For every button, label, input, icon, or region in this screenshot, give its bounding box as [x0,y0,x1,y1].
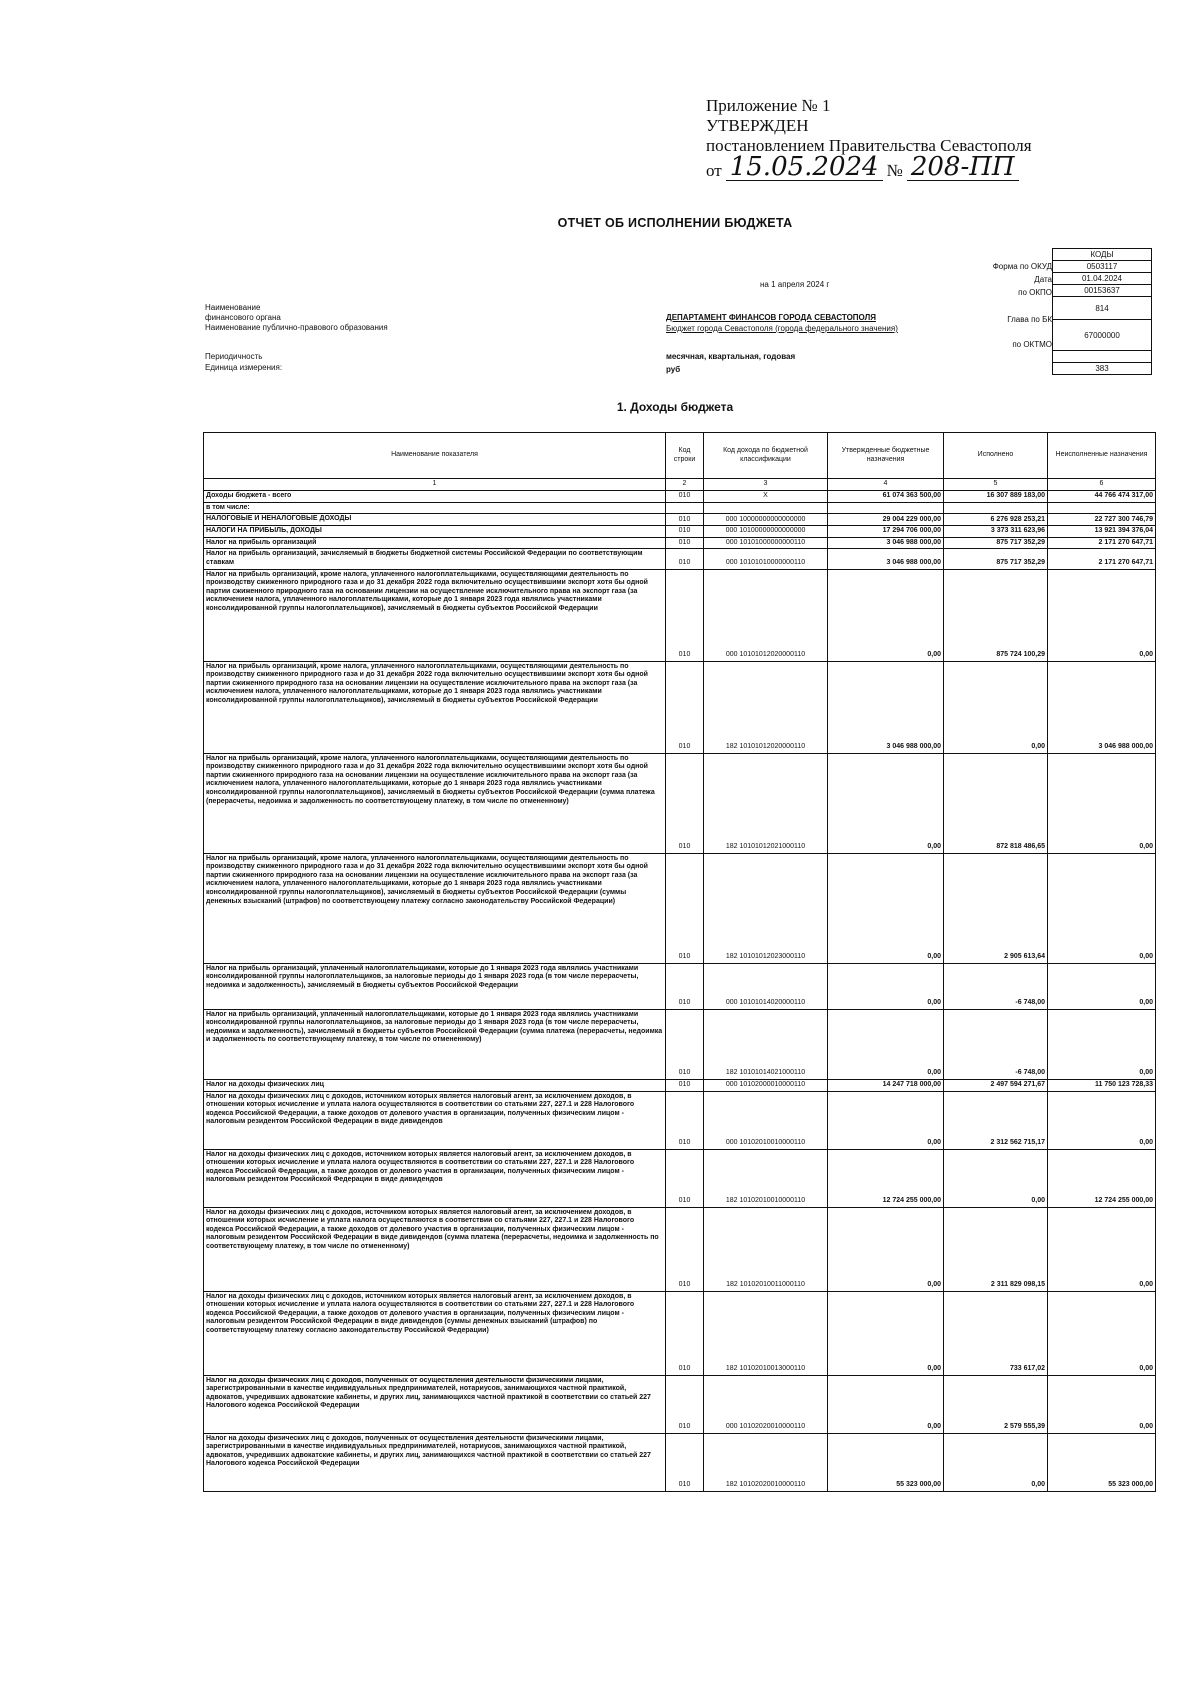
cell-name: Налог на доходы физических лиц с доходов, источником которых является налоговый агент, за исключением доходов, в отношении которых исчисление и уплата налога осуществляются в соответствии со статьями 227, 227.1 и 228 Налогового кодекса Российской Федерации, а также доходов от долевого участия в организации, полученных физическим лицом - налоговым резидентом Российской Федерации в виде дивидендов (сумма платежа (перерасчеты, недоимка и задолженность по соответствующему платежу, в том числе по отмененному) [204,1207,666,1291]
cell-unexecuted: 0,00 [1048,753,1156,853]
cell-executed: 733 617,02 [944,1291,1048,1375]
cell-line: 010 [666,491,704,503]
cell-approved: 55 323 000,00 [828,1433,944,1491]
table-row [204,569,1156,661]
col-header-unexecuted: Неисполненные назначения [1048,433,1156,479]
cell-line: 010 [666,1079,704,1091]
cell-code: 182 10102010011000110 [704,1207,828,1291]
table-row [204,1009,1156,1079]
appendix-block [706,96,1032,181]
cell-line: 010 [666,526,704,538]
cell-executed: 875 717 352,29 [944,537,1048,549]
cell-approved: 12 724 255 000,00 [828,1149,944,1207]
cell-executed: 0,00 [944,661,1048,753]
resolution-label: постановлением Правительства Севастополя [706,136,1032,155]
cell-executed: 16 307 889 183,00 [944,491,1048,503]
cell-name: Налог на прибыль организаций, кроме налога, уплаченного налогоплательщиками, осуществляющими деятельность по производству сжиженного природного газа и до 31 декабря 2022 года включительно осуществившими экспорт хотя бы одной партии сжиженного природного газа на основании лицензии на осуществление исключительного права на экспорт газа (за исключением налога, уплаченного налогоплательщиками, которые до 1 января 2023 года являлись участниками консолидированной группы налогоплательщиков), зачисляемый в бюджеты субъектов Российской Федерации [204,569,666,661]
cell-approved: 0,00 [828,753,944,853]
table-row [204,661,1156,753]
cell-name: Налог на доходы физических лиц с доходов, источником которых является налоговый агент, за исключением доходов, в отношении которых исчисление и уплата налога осуществляются в соответствии со статьями 227, 227.1 и 228 Налогового кодекса Российской Федерации, а также доходов от долевого участия в организации, полученных физическим лицом - налоговым резидентом Российской Федерации в виде дивидендов [204,1091,666,1149]
cell-line: 010 [666,569,704,661]
cell-code: 182 10101014021000110 [704,1009,828,1079]
cell-unexecuted: 0,00 [1048,1375,1156,1433]
table-row [204,1291,1156,1375]
cell-executed: 0,00 [944,1433,1048,1491]
cell-executed: 2 905 613,64 [944,853,1048,963]
cell-approved: 61 074 363 500,00 [828,491,944,503]
glava-value: 814 [1053,297,1152,320]
cell-unexecuted: 44 766 474 317,00 [1048,491,1156,503]
col-header-name: Наименование показателя [204,433,666,479]
cell-name: Налог на доходы физических лиц с доходов, полученных от осуществления деятельности физическими лицами, зарегистрированными в качестве индивидуальных предпринимателей, нотариусов, занимающихся частной практикой, адвокатов, учредивших адвокатские кабинеты, и других лиц, занимающихся частной практикой в соответствии со статьей 227 Налогового кодекса Российской Федерации [204,1375,666,1433]
table-row [204,1079,1156,1091]
cell-unexecuted: 0,00 [1048,853,1156,963]
table-row [204,963,1156,1009]
section-title: 1. Доходы бюджета [616,400,734,414]
col-number: 2 [666,479,704,491]
cell-code: 182 10101012021000110 [704,753,828,853]
table-row [204,1149,1156,1207]
cell-approved: 0,00 [828,853,944,963]
cell-code: 000 10102010010000110 [704,1091,828,1149]
cell-line: 010 [666,1149,704,1207]
approved-label: УТВЕРЖДЕН [706,116,809,135]
col-number: 6 [1048,479,1156,491]
cell-unexecuted: 3 046 988 000,00 [1048,661,1156,753]
cell-code [704,502,828,514]
table-row [204,502,1156,514]
revenue-table [203,432,1156,1492]
cell-executed: 6 276 928 253,21 [944,514,1048,526]
table-row [204,753,1156,853]
periodicity-value: месячная, квартальная, годовая [666,352,796,361]
cell-executed: -6 748,00 [944,963,1048,1009]
handwritten-number: 208-ПП [907,154,1019,181]
cell-executed: 2 579 555,39 [944,1375,1048,1433]
table-row [204,1433,1156,1491]
cell-code: 000 10101000000000110 [704,537,828,549]
cell-unexecuted: 0,00 [1048,1009,1156,1079]
okpo-value: 00153637 [1053,285,1152,297]
cell-executed: 2 312 562 715,17 [944,1091,1048,1149]
cell-approved: 17 294 706 000,00 [828,526,944,538]
cell-name: Налог на прибыль организаций, уплаченный налогоплательщиками, которые до 1 января 2023 года являлись участниками консолидированной группы налогоплательщиков, за налоговые периоды до 1 января 2023 года (в том числе перерасчеты, недоимка и задолженность), зачисляемый в бюджеты субъектов Российской Федерации [204,963,666,1009]
okpo-label: по ОКПО [1018,288,1052,297]
cell-line: 010 [666,1009,704,1079]
cell-unexecuted: 2 171 270 647,71 [1048,537,1156,549]
from-label: от [706,161,722,180]
cell-approved: 0,00 [828,1291,944,1375]
handwritten-date: 15.05.2024 [726,154,883,181]
cell-executed: 3 373 311 623,96 [944,526,1048,538]
cell-line: 010 [666,853,704,963]
cell-approved: 0,00 [828,963,944,1009]
cell-unexecuted: 0,00 [1048,1207,1156,1291]
cell-line: 010 [666,514,704,526]
cell-unexecuted: 2 171 270 647,71 [1048,549,1156,569]
cell-executed: -6 748,00 [944,1009,1048,1079]
cell-approved: 3 046 988 000,00 [828,537,944,549]
cell-unexecuted: 0,00 [1048,1291,1156,1375]
cell-code: 000 10101012020000110 [704,569,828,661]
cell-unexecuted: 55 323 000,00 [1048,1433,1156,1491]
okei-value: 383 [1053,363,1152,375]
oktmo-label: по ОКТМО [1012,340,1052,349]
cell-name: Налог на доходы физических лиц [204,1079,666,1091]
number-label: № [886,161,903,180]
cell-line: 010 [666,1091,704,1149]
cell-approved: 0,00 [828,569,944,661]
cell-unexecuted: 13 921 394 376,04 [1048,526,1156,538]
ppo-name: Бюджет города Севастополя (города федерального значения) [666,324,898,333]
table-row [204,491,1156,503]
okud-label: Форма по ОКУД [992,262,1052,271]
cell-code: 182 10102010010000110 [704,1149,828,1207]
cell-name: Налог на прибыль организаций, кроме налога, уплаченного налогоплательщиками, осуществляющими деятельность по производству сжиженного природного газа и до 31 декабря 2022 года включительно осуществившими экспорт хотя бы одной партии сжиженного природного газа на основании лицензии на осуществление исключительного права на экспорт газа (за исключением налога, уплаченного налогоплательщиками, которые до 1 января 2023 года являлись участниками консолидированной группы налогоплательщиков), зачисляемый в бюджеты субъектов Российской Федерации (сумма платежа (перерасчеты, недоимка и задолженность по соответствующему платежу, в том числе по отмененному) [204,753,666,853]
cell-name: НАЛОГИ НА ПРИБЫЛЬ, ДОХОДЫ [204,526,666,538]
cell-code: 000 10101014020000110 [704,963,828,1009]
cell-approved: 0,00 [828,1375,944,1433]
col-header-approved: Утвержденные бюджетные назначения [828,433,944,479]
date-value: 01.04.2024 [1053,273,1152,285]
cell-line: 010 [666,963,704,1009]
table-row [204,549,1156,569]
cell-line: 010 [666,1375,704,1433]
cell-executed: 2 311 829 098,15 [944,1207,1048,1291]
cell-line: 010 [666,1433,704,1491]
table-row [204,1091,1156,1149]
cell-name: Налог на доходы физических лиц с доходов, источником которых является налоговый агент, за исключением доходов, в отношении которых исчисление и уплата налога осуществляются в соответствии со статьями 227, 227.1 и 228 Налогового кодекса Российской Федерации, а также доходов от долевого участия в организации, полученных физическим лицом - налоговым резидентом Российской Федерации в виде дивидендов (суммы денежных взысканий (штрафов) по соответствующему платежу согласно законодательству Российской Федерации) [204,1291,666,1375]
ppo-label: Наименование публично-правового образования [205,323,388,332]
cell-line: 010 [666,753,704,853]
table-body [204,491,1156,1492]
table-row [204,526,1156,538]
table-row [204,514,1156,526]
cell-approved: 0,00 [828,1091,944,1149]
cell-name: Налог на прибыль организаций [204,537,666,549]
table-row [204,1207,1156,1291]
cell-approved: 3 046 988 000,00 [828,549,944,569]
cell-line: 010 [666,1291,704,1375]
cell-name: Налог на прибыль организаций, уплаченный налогоплательщиками, которые до 1 января 2023 года являлись участниками консолидированной группы налогоплательщиков, за налоговые периоды до 1 января 2023 года (в том числе перерасчеты, недоимка и задолженность), зачисляемый в бюджеты субъектов Российской Федерации (сумма платежа (перерасчеты, недоимка и задолженность по соответствующему платежу, в том числе по отмененному) [204,1009,666,1079]
cell-executed: 875 717 352,29 [944,549,1048,569]
cell-code: 000 10101010000000110 [704,549,828,569]
cell-approved: 14 247 718 000,00 [828,1079,944,1091]
unit-label: Единица измерения: [205,363,283,372]
cell-unexecuted: 12 724 255 000,00 [1048,1149,1156,1207]
fin-organ-label-1: Наименование [205,303,261,312]
cell-approved [828,502,944,514]
cell-executed: 875 724 100,29 [944,569,1048,661]
cell-executed: 872 818 486,65 [944,753,1048,853]
cell-unexecuted [1048,502,1156,514]
report-period: на 1 апреля 2024 г [760,280,830,289]
cell-unexecuted: 11 750 123 728,33 [1048,1079,1156,1091]
cell-name: Доходы бюджета - всего [204,491,666,503]
cell-line: 010 [666,1207,704,1291]
cell-name: Налог на прибыль организаций, кроме налога, уплаченного налогоплательщиками, осуществляющими деятельность по производству сжиженного природного газа и до 31 декабря 2022 года включительно осуществившими экспорт хотя бы одной партии сжиженного природного газа на основании лицензии на осуществление исключительного права на экспорт газа (за исключением налога, уплаченного налогоплательщиками, которые до 1 января 2023 года являлись участниками консолидированной группы налогоплательщиков), зачисляемый в бюджеты субъектов Российской Федерации (суммы денежных взысканий (штрафов) по соответствующему платежу согласно законодательству Российской Федерации) [204,853,666,963]
fin-organ-label-2: финансового органа [205,313,281,322]
col-header-executed: Исполнено [944,433,1048,479]
cell-line [666,502,704,514]
cell-name: Налог на прибыль организаций, зачисляемый в бюджеты бюджетной системы Российской Федерации по соответствующим ставкам [204,549,666,569]
table-row [204,853,1156,963]
cell-code: 182 10102010013000110 [704,1291,828,1375]
col-number: 1 [204,479,666,491]
cell-code: 000 10102000010000110 [704,1079,828,1091]
glava-label: Глава по БК [1007,315,1052,324]
cell-unexecuted: 22 727 300 746,79 [1048,514,1156,526]
col-number: 5 [944,479,1048,491]
codes-label: КОДЫ [1053,249,1152,261]
cell-approved: 3 046 988 000,00 [828,661,944,753]
cell-name: Налог на доходы физических лиц с доходов, полученных от осуществления деятельности физическими лицами, зарегистрированными в качестве индивидуальных предпринимателей, нотариусов, занимающихся частной практикой, адвокатов, учредивших адвокатские кабинеты, и других лиц, занимающихся частной практикой в соответствии со статьей 227 Налогового кодекса Российской Федерации [204,1433,666,1491]
col-header-line: Код строки [666,433,704,479]
cell-line: 010 [666,549,704,569]
cell-code: 182 10102020010000110 [704,1433,828,1491]
col-header-code: Код дохода по бюджетной классификации [704,433,828,479]
cell-code: 182 10101012020000110 [704,661,828,753]
column-number-row [204,479,1156,491]
oktmo-value: 67000000 [1053,320,1152,351]
table-row [204,537,1156,549]
okud-value: 0503117 [1053,261,1152,273]
cell-unexecuted: 0,00 [1048,569,1156,661]
cell-name: Налог на доходы физических лиц с доходов, источником которых является налоговый агент, за исключением доходов, в отношении которых исчисление и уплата налога осуществляются в соответствии со статьями 227, 227.1 и 228 Налогового кодекса Российской Федерации, а также доходов от долевого участия в организации, полученных физическим лицом - налоговым резидентом Российской Федерации в виде дивидендов [204,1149,666,1207]
cell-line: 010 [666,537,704,549]
unit-value: руб [666,365,681,374]
cell-name: в том числе: [204,502,666,514]
cell-approved: 0,00 [828,1207,944,1291]
date-label: Дата [1034,275,1052,284]
cell-approved: 0,00 [828,1009,944,1079]
fin-organ-name: ДЕПАРТАМЕНТ ФИНАНСОВ ГОРОДА СЕВАСТОПОЛЯ [666,313,876,322]
resolution-date-line [706,154,1032,181]
codes-box [1052,248,1152,375]
col-number: 3 [704,479,828,491]
cell-code: 182 10101012023000110 [704,853,828,963]
cell-executed [944,502,1048,514]
cell-unexecuted: 0,00 [1048,963,1156,1009]
cell-code: 000 10000000000000000 [704,514,828,526]
cell-name: Налог на прибыль организаций, кроме налога, уплаченного налогоплательщиками, осуществляющими деятельность по производству сжиженного природного газа и до 31 декабря 2022 года включительно осуществившими экспорт хотя бы одной партии сжиженного природного газа на основании лицензии на осуществление исключительного права на экспорт газа (за исключением налога, уплаченного налогоплательщиками, которые до 1 января 2023 года являлись участниками консолидированной группы налогоплательщиков), зачисляемый в бюджеты субъектов Российской Федерации [204,661,666,753]
periodicity-label: Периодичность [205,352,263,361]
cell-code: X [704,491,828,503]
cell-line: 010 [666,661,704,753]
cell-code: 000 10100000000000000 [704,526,828,538]
table-header-row [204,433,1156,479]
cell-name: НАЛОГОВЫЕ И НЕНАЛОГОВЫЕ ДОХОДЫ [204,514,666,526]
cell-executed: 2 497 594 271,67 [944,1079,1048,1091]
appendix-number: Приложение № 1 [706,96,831,115]
table-row [204,1375,1156,1433]
cell-executed: 0,00 [944,1149,1048,1207]
cell-code: 000 10102020010000110 [704,1375,828,1433]
cell-approved: 29 004 229 000,00 [828,514,944,526]
empty-code-cell [1053,351,1152,363]
report-title: ОТЧЕТ ОБ ИСПОЛНЕНИИ БЮДЖЕТА [557,216,793,230]
col-number: 4 [828,479,944,491]
cell-unexecuted: 0,00 [1048,1091,1156,1149]
